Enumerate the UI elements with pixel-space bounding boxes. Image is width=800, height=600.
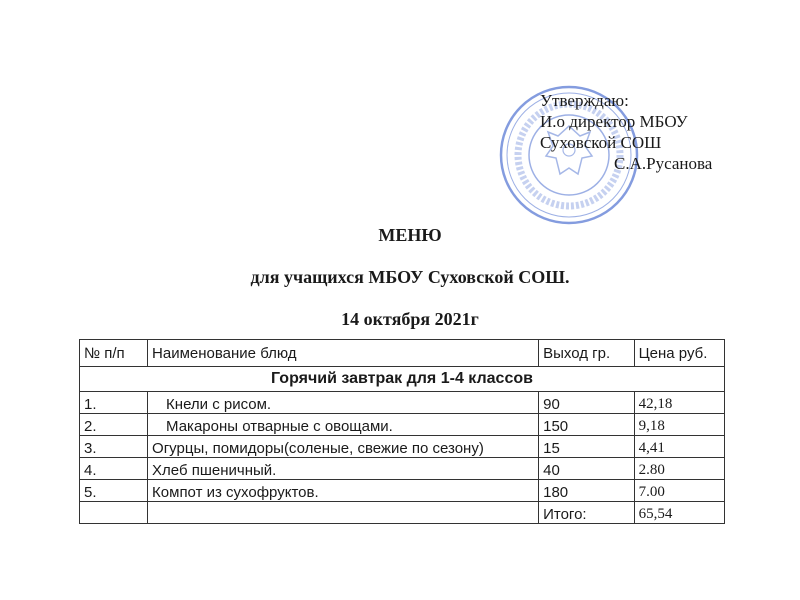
row-name: Макароны отварные с овощами. <box>148 414 539 436</box>
approval-school: Суховской СОШ <box>540 133 662 152</box>
row-yield: 90 <box>539 392 634 414</box>
approval-position: И.о директор МБОУ <box>540 112 688 131</box>
row-num: 1. <box>80 392 148 414</box>
section-title: Горячий завтрак для 1-4 классов <box>80 367 725 392</box>
row-price: 9,18 <box>634 414 724 436</box>
approval-heading: Утверждаю: <box>540 91 629 110</box>
row-num: 5. <box>80 480 148 502</box>
header-price: Цена руб. <box>634 340 724 367</box>
header-num: № п/п <box>80 340 148 367</box>
table-row <box>80 436 725 458</box>
row-price: 7.00 <box>634 480 724 502</box>
total-empty-cell <box>148 502 539 524</box>
approval-block <box>540 90 712 174</box>
row-num: 2. <box>80 414 148 436</box>
total-empty-cell <box>80 502 148 524</box>
page-subtitle: для учащихся МБОУ Суховской СОШ. <box>250 267 570 287</box>
row-name: Кнели с рисом. <box>148 392 539 414</box>
row-price: 42,18 <box>634 392 724 414</box>
row-yield: 15 <box>539 436 634 458</box>
row-yield: 40 <box>539 458 634 480</box>
menu-table <box>79 339 725 524</box>
total-label: Итого: <box>539 502 634 524</box>
header-name: Наименование блюд <box>148 340 539 367</box>
total-row <box>80 502 725 524</box>
header-yield: Выход гр. <box>539 340 634 367</box>
row-price: 2.80 <box>634 458 724 480</box>
row-name: Хлеб пшеничный. <box>148 458 539 480</box>
row-num: 4. <box>80 458 148 480</box>
section-row <box>80 367 725 392</box>
row-name: Огурцы, помидоры(соленые, свежие по сезону) <box>148 436 539 458</box>
menu-date: 14 октября 2021г <box>341 309 479 329</box>
approval-signatory: С.А.Русанова <box>614 154 713 173</box>
table-row <box>80 458 725 480</box>
table-row <box>80 414 725 436</box>
total-value: 65,54 <box>634 502 724 524</box>
table-header-row <box>80 340 725 367</box>
table-row <box>80 480 725 502</box>
row-num: 3. <box>80 436 148 458</box>
row-yield: 180 <box>539 480 634 502</box>
page-title: МЕНЮ <box>378 225 442 245</box>
row-price: 4,41 <box>634 436 724 458</box>
table-row <box>80 392 725 414</box>
row-name: Компот из сухофруктов. <box>148 480 539 502</box>
row-yield: 150 <box>539 414 634 436</box>
